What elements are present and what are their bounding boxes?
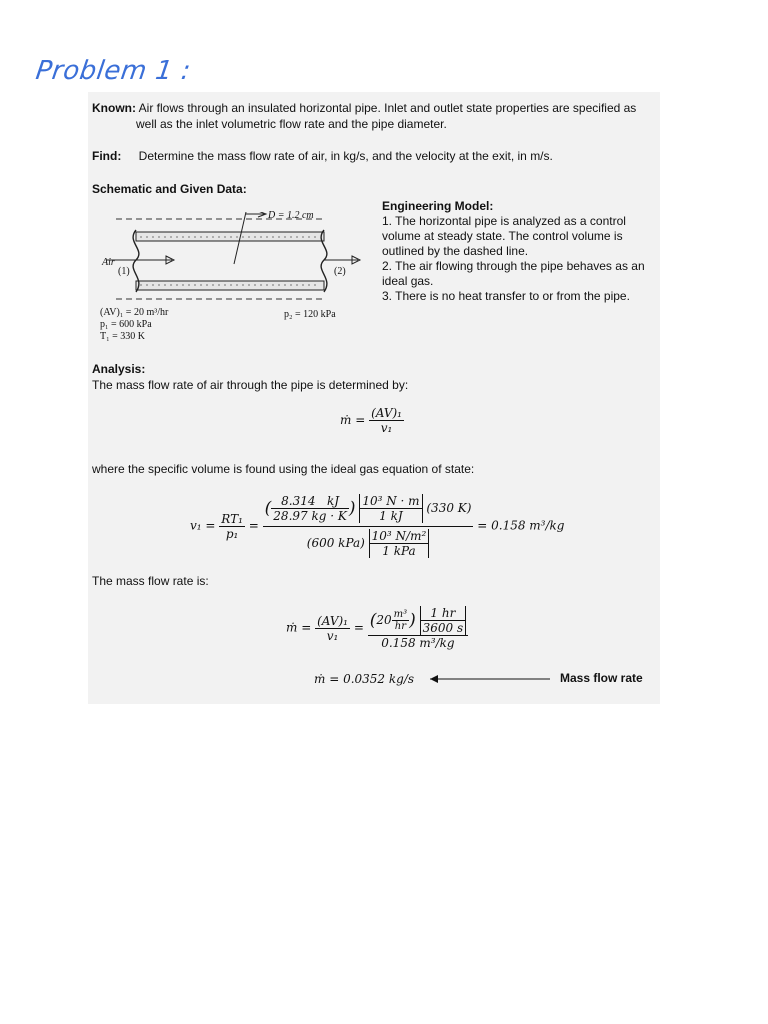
model-line-1: 1. The horizontal pipe is analyzed as a control — [382, 214, 626, 228]
inlet-temperature-label: T₁ = 330 K — [100, 331, 145, 342]
find-label: Find: — [92, 149, 122, 163]
problem-heading: Problem 1 : — [33, 56, 193, 86]
known-text-2: well as the inlet volumetric flow rate and the pipe diameter. — [136, 117, 447, 131]
model-title: Engineering Model: — [382, 199, 494, 213]
analysis-intro: The mass flow rate of air through the pipe is determined by: — [92, 378, 409, 392]
pipe-schematic — [96, 212, 376, 312]
model-line-2: volume at steady state. The control volume is — [382, 229, 623, 243]
model-line-5: ideal gas. — [382, 274, 434, 288]
mass-flow-result: ṁ = 0.0352 kg/s — [314, 672, 415, 686]
find-text: Determine the mass flow rate of air, in kg/s, and the velocity at the exit, in m/s. — [138, 149, 553, 163]
schematic-title: Schematic and Given Data: — [92, 182, 247, 196]
outlet-pressure-label: p₂ = 120 kPa — [284, 309, 336, 320]
diameter-label: D = 1.2 cm — [268, 210, 314, 221]
inlet-pressure-label: p₁ = 600 kPa — [100, 319, 152, 330]
result-arrow-icon — [426, 672, 552, 686]
model-line-3: outlined by the dashed line. — [382, 244, 529, 258]
analysis-title: Analysis: — [92, 362, 146, 376]
flow-fraction: (20 $\frac{\text{m³}}{hr}$ ) $\frac{1 hr}{3600 s}$ 0.158 m³/kg — [368, 606, 468, 650]
outlet-label: (2) — [334, 266, 346, 277]
model-line-6: 3. There is no heat transfer to or from the pipe. — [382, 289, 630, 303]
mass-flow-text: The mass flow rate is: — [92, 574, 209, 588]
inlet-label: (1) — [118, 266, 130, 277]
av-over-v-fraction: $\frac{\text{(AV)₁}}{\text{v₁}}$ — [371, 406, 402, 435]
mass-flow-label: Mass flow rate — [560, 671, 643, 685]
model-line-4: 2. The air flowing through the pipe behaves as an — [382, 259, 645, 273]
mdot-symbol: ṁ = — [340, 413, 366, 427]
mass-flow-equation — [340, 406, 404, 435]
specific-volume-result: = 0.158 m³/kg — [477, 518, 565, 533]
air-label: Air — [102, 257, 115, 268]
specific-volume-equation: v₁ = $\frac{\text{RT₁}}{\text{p₁}}$ = ( $\frac{8.314 kJ}{28.97 kg \cdot K}$ ) $\frac{\text{10³ N · m}}{1 kJ}$ (330 K) (600 kPa) $\frac{\text{10³ N/m²}}{\text{1 kPa}}$ = 0.158 m³/kg — [190, 494, 565, 558]
known-label: Known: — [92, 101, 136, 115]
specific-volume-text: where the specific volume is found using the ideal gas equation of state: — [92, 462, 475, 476]
mass-flow-calculation: ṁ = $\frac{\text{(AV)₁}}{\text{v₁}}$ = (20 $\frac{\text{m³}}{hr}$ ) $\frac{1 hr}{3600 s}$ 0.158 m³/kg — [286, 606, 468, 650]
known-line-1 — [92, 101, 636, 116]
volumetric-flow-label: (AV)₁ = 20 m³/hr — [100, 307, 169, 318]
engineering-model — [382, 199, 654, 304]
known-text-1: Air flows through an insulated horizontal pipe. Inlet and outlet state properties are specified as — [138, 101, 637, 115]
main-fraction: ( $\frac{8.314 kJ}{28.97 kg \cdot K}$ ) $\frac{\text{10³ N · m}}{1 kJ}$ (330 K) (600 kPa) $\frac{\text{10³ N/m²}}{\text{1 kPa}}$ — [264, 494, 472, 558]
find-line — [92, 149, 553, 164]
